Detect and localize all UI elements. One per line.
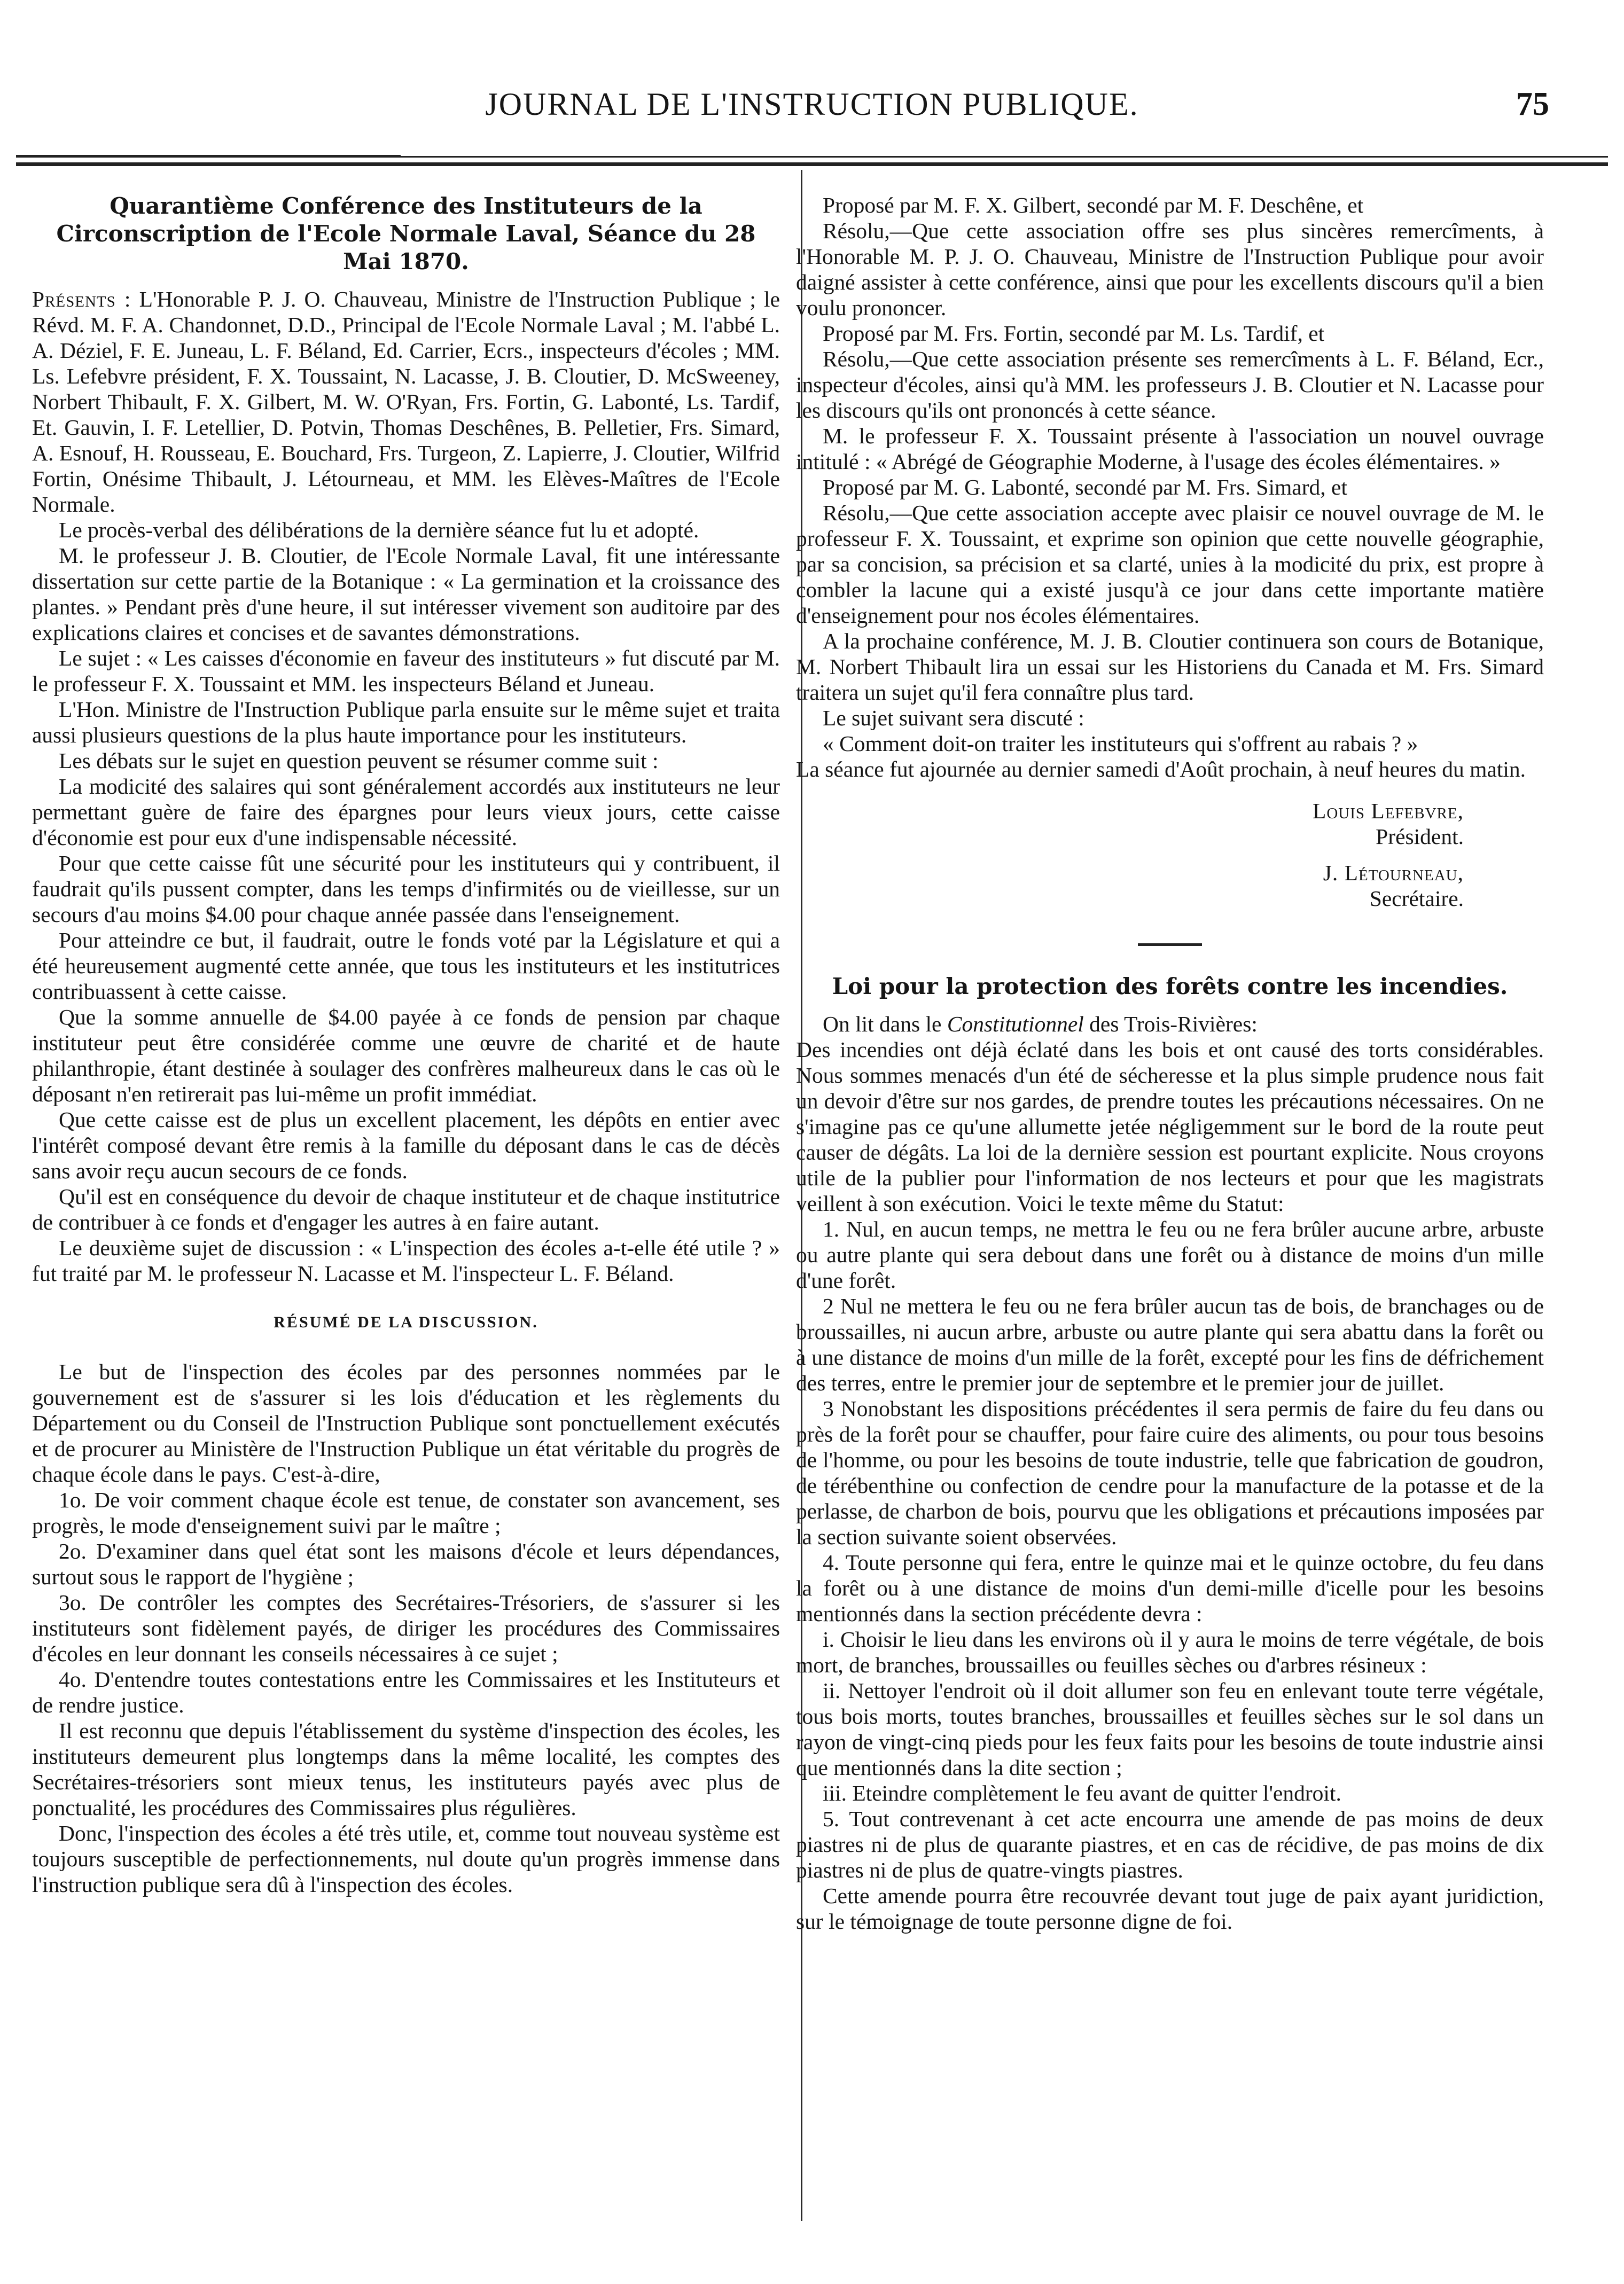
journal-title: JOURNAL DE L'INSTRUCTION PUBLIQUE. (485, 87, 1139, 122)
statute-section: 1. Nul, en aucun temps, ne mettra le feu ou ne fera brûler aucune arbre, arbuste ou autre plante qui sera debout dans une forêt ou à distance de moins d'un mille d'une forêt. (796, 1217, 1544, 1293)
paragraph: Proposé par M. G. Labonté, secondé par M. Frs. Simard, et (823, 475, 1347, 499)
right-column (796, 192, 1544, 2238)
signature-secretary-name: J. Létourneau, (1323, 861, 1464, 885)
list-item: 2o. D'examiner dans quel état sont les maisons d'école et leurs dépendances, surtout sous le rapport de l'hygiène ; (32, 1539, 780, 1589)
paragraph: Des incendies ont déjà éclaté dans les bois et ont causé des torts considérables. Nous sommes menacés d'un été de sécheresse et la plus simple prudence nous fait un devoir d'être sur nos gardes, de prendre toutes les précautions nécessaires. On ne s'imagine pas ce qu'une allumette jetée négligemment sur le bord de la route peut causer de dégâts. La loi de la dernière session est pourtant explicite. Nous croyons utile de la publier pour l'information de nos lecteurs et pour que les magistrats veillent à son exécution. Voici le texte même du Statut: (796, 1037, 1544, 1216)
intro-paragraph: On lit dans le Constitutionnel des Trois-Rivières: (823, 1012, 1258, 1036)
paragraph: Proposé par M. Frs. Fortin, secondé par M. Ls. Tardif, et (823, 321, 1325, 346)
signature-secretary-title: Secrétaire. (1369, 886, 1464, 911)
paragraph: L'Hon. Ministre de l'Instruction Publique parla ensuite sur le même sujet et traita aussi plusieurs questions de la plus haute importance pour les instituteurs. (32, 697, 780, 747)
running-head (0, 75, 1624, 134)
paragraph: Le deuxième sujet de discussion : « L'inspection des écoles a-t-elle été utile ? » fut traité par M. le professeur N. Lacasse et M. l'inspecteur L. F. Béland. (32, 1235, 780, 1286)
statute-section: 4. Toute personne qui fera, entre le quinze mai et le quinze octobre, du feu dans la forêt ou à une distance de moins d'un demi-mille d'icelle pour les besoins mentionnés dans la section précédente devra : (796, 1550, 1544, 1626)
list-item: 1o. De voir comment chaque école est tenue, de constater son avancement, ses progrès, le mode d'enseignement suivi par le maître ; (32, 1488, 780, 1538)
paragraph: Cette amende pourra être recouvrée devant tout juge de paix ayant juridiction, sur le témoignage de toute personne digne de foi. (796, 1883, 1544, 1934)
list-item: 3o. De contrôler les comptes des Secrétaires-Trésoriers, de s'assurer si les instituteurs sont fidèlement payés, de diriger les procédures des Commissaires d'écoles en leur donnant les conseils nécessaires à ce sujet ; (32, 1590, 780, 1666)
section-rule (1138, 943, 1202, 946)
statute-section: 5. Tout contrevenant à cet acte encourra une amende de pas moins de deux piastres ni de plus de quarante piastres, et en cas de récidive, de pas moins de dix piastres ni de plus de quatre-vingts piastres. (796, 1806, 1544, 1882)
paragraph: M. le professeur F. X. Toussaint présente à l'association un nouvel ouvrage intitulé : « Abrégé de Géographie Moderne, à l'usage des écoles élémentaires. » (796, 424, 1544, 474)
paragraph: Que cette caisse est de plus un excellent placement, les dépôts en entier avec l'intérêt composé devant être remis à la famille du déposant dans le cas de décès sans avoir reçu aucun secours de ce fonds. (32, 1107, 780, 1183)
statute-subsection: i. Choisir le lieu dans les environs où il y aura le moins de terre végétale, de bois mort, de branches, broussailles ou feuilles sèches ou d'arbres résineux : (796, 1627, 1544, 1677)
paragraph: Le but de l'inspection des écoles par des personnes nommées par le gouvernement est de s'assurer si les lois d'éducation et les règlements du Département ou du Conseil de l'Instruction Publique sont ponctuellement exécutés et de procurer au Ministère de l'Instruction Publique un état véritable du progrès de chaque école dans le pays. C'est-à-dire, (32, 1359, 780, 1487)
paragraph: Que la somme annuelle de $4.00 payée à ce fonds de pension par chaque instituteur peut être considérée comme une œuvre de charité et de haute philanthropie, étant destinée à soulager des confrères malheureux dans le cas où le déposant n'en retirerait pas lui-même un profit immédiat. (32, 1005, 780, 1106)
statute-subsection: iii. Eteindre complètement le feu avant de quitter l'endroit. (823, 1781, 1341, 1805)
paragraph: « Comment doit-on traiter les instituteurs qui s'offrent au rabais ? » (823, 731, 1418, 756)
list-item: 4o. D'entendre toutes contestations entre les Commissaires et les Instituteurs et de rendre justice. (32, 1667, 780, 1717)
presents-text: L'Honorable P. J. O. Chauveau, Ministre de l'Instruction Publique ; le Révd. M. F. A. Chandonnet, D.D., Principal de l'Ecole Normale Laval ; M. l'abbé L. A. Déziel, F. E. Juneau, L. F. Béland, Ed. Carrier, Ecrs., inspecteurs d'écoles ; MM. Ls. Lefebvre président, F. X. Toussaint, N. Lacasse, J. B. Cloutier, D. McSweeney, Norbert Thibault, F. X. Gilbert, M. W. O'Ryan, Frs. Fortin, G. Labonté, Ls. Tardif, Et. Gauvin, I. F. Letellier, D. Potvin, Thomas Deschênes, B. Pelletier, Frs. Simard, A. Esnouf, H. Rousseau, E. Bouchard, Frs. Turgeon, Z. Lapierre, J. Cloutier, Wilfrid Fortin, Onésime Thibault, J. Létourneau, et MM. les Elèves-Maîtres de l'Ecole Normale. (32, 287, 780, 517)
paragraph: Le sujet suivant sera discuté : (823, 706, 1084, 730)
presents-paragraph (32, 286, 780, 517)
left-column (32, 192, 780, 2238)
paragraph: Il est reconnu que depuis l'établissement du système d'inspection des écoles, les instituteurs demeurent plus longtemps dans la même localité, les comptes des Secrétaires-trésoriers sont mieux tenus, les instituteurs payés avec plus de ponctualité, les procédures des Commissaires plus régulières. (32, 1718, 780, 1820)
statute-section: 2 Nul ne mettera le feu ou ne fera brûler aucun tas de bois, de branchages ou de broussailles, ni aucun arbre, arbuste ou autre plante qui sera abattu dans la forêt ou à une distance de moins d'un mille de la forêt, excepté pour les fins de défrichement des terres, entre le premier jour de septembre et le premier jour de juillet. (796, 1294, 1544, 1395)
statute-section: 3 Nonobstant les dispositions précédentes il sera permis de faire du feu dans ou près de la forêt pour se chauffer, pour faire cuire des aliments, ou pour tous besoins de l'homme, ou pour les besoins de toute industrie, telle que fabrication de goudron, de térébenthine ou confection de cendre pour la manufacture de la potasse et de la perlasse, de charbon de bois, pourvu que les obligations et précautions imposées par la section suivante soient observées. (796, 1396, 1544, 1549)
header-rule-thick (16, 162, 1608, 166)
paragraph: Pour atteindre ce but, il faudrait, outre le fonds voté par la Législature et qui a été heureusement augmenté cette année, que tous les instituteurs et les institutrices contribuassent à cette caisse. (32, 928, 780, 1004)
forest-law-heading: Loi pour la protection des forêts contre les incendies. (832, 973, 1508, 999)
paragraph: Le procès-verbal des délibérations de la dernière séance fut lu et adopté. (59, 518, 699, 542)
paragraph: Proposé par M. F. X. Gilbert, secondé par M. F. Deschêne, et (823, 193, 1364, 217)
paragraph: Résolu,—Que cette association présente ses remercîments à L. F. Béland, Ecr., inspecteur d'écoles, ainsi qu'à MM. les professeurs J. B. Cloutier et N. Lacasse pour les discours qu'ils ont prononcés à cette séance. (796, 347, 1544, 423)
paragraph: La modicité des salaires qui sont généralement accordés aux instituteurs ne leur permettant guère de faire des épargnes pour leurs vieux jours, cette caisse d'économie est pour eux d'une indispensable nécessité. (32, 774, 780, 850)
source-newspaper: Constitutionnel (947, 1012, 1084, 1036)
paragraph: Résolu,—Que cette association offre ses plus sincères remercîments, à l'Honorable M. P. J. O. Chauveau, Ministre de l'Instruction Publique pour avoir daigné assister à cette conférence, ainsi que pour les excellents discours qu'il a bien voulu prononcer. (796, 218, 1544, 320)
paragraph: Qu'il est en conséquence du devoir de chaque instituteur et de chaque institutrice de contribuer à ce fonds et d'engager les autres à en faire autant. (32, 1184, 780, 1234)
signature-president-name: Louis Lefebvre, (1312, 799, 1464, 823)
paragraph: La séance fut ajournée au dernier samedi d'Août prochain, à neuf heures du matin. (796, 757, 1526, 781)
paragraph: M. le professeur J. B. Cloutier, de l'Ecole Normale Laval, fit une intéressante dissertation sur cette partie de la Botanique : « La germination et la croissance des plantes. » Pendant près d'une heure, il sut intéresser vivement son auditoire par des explications claires et concises et de savantes démonstrations. (32, 543, 780, 645)
presents-label: Présents : (32, 287, 131, 311)
resume-heading: RÉSUMÉ DE LA DISCUSSION. (274, 1313, 538, 1331)
paragraph: Donc, l'inspection des écoles a été très utile, et, comme tout nouveau système est toujours susceptible de perfectionnements, nul doute qu'un progrès immense dans l'instruction publique sera dû à l'inspection des écoles. (32, 1821, 780, 1897)
paragraph: Résolu,—Que cette association accepte avec plaisir ce nouvel ouvrage de M. le professeur F. X. Toussaint, et exprime son opinion que cette nouvelle géographie, par sa concision, sa précision et sa clarté, unies à la modicité du prix, est propre à combler la lacune qui a existé jusqu'à ce jour dans cette importante matière d'enseignement pour nos écoles élémentaires. (796, 500, 1544, 628)
paragraph: Le sujet : « Les caisses d'économie en faveur des instituteurs » fut discuté par M. le professeur F. X. Toussaint et MM. les inspecteurs Béland et Juneau. (32, 646, 780, 696)
statute-subsection: ii. Nettoyer l'endroit où il doit allumer son feu en enlevant toute terre végétale, tous bois morts, toutes branches, broussailles et feuilles sèches sur le sol dans un rayon de vingt-cinq pieds pour les feux faits pour les besoins de toute industrie ainsi que mentionnés dans la dite section ; (796, 1678, 1544, 1780)
paragraph: A la prochaine conférence, M. J. B. Cloutier continuera son cours de Botanique, M. Norbert Thibault lira un essai sur les Historiens du Canada et M. Frs. Simard traitera un sujet qu'il fera connaître plus tard. (796, 629, 1544, 705)
paragraph: Pour que cette caisse fût une sécurité pour les instituteurs qui y contribuent, il faudrait qu'ils pussent compter, dans les temps d'infirmités ou de vieillesse, sur un secours d'au moins $4.00 pour chaque année passée dans l'enseignement. (32, 851, 780, 927)
header-rule-thin (16, 156, 1608, 158)
page-number: 75 (1516, 86, 1549, 122)
conference-heading: Quarantième Conférence des Instituteurs de la Circonscription de l'Ecole Normale Laval, Séance du 28 Mai 1870. (56, 193, 756, 275)
signature-president-title: Président. (1376, 824, 1464, 849)
paragraph: Les débats sur le sujet en question peuvent se résumer comme suit : (59, 748, 659, 773)
